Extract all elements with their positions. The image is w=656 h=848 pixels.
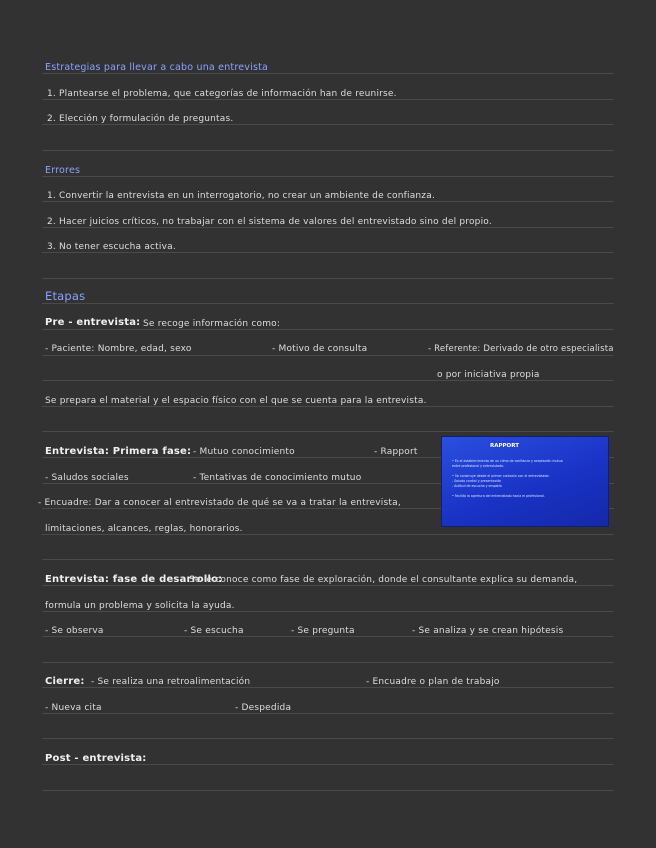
pre-referrer: - Referente: Derivado de otro especialista xyxy=(428,344,614,354)
first-item-attempts: - Tentativas de conocimiento mutuo xyxy=(193,473,362,483)
post-interview-title: Post - entrevista: xyxy=(45,753,147,764)
slide-line: • Facilita la apertura del entrevistado hacia el profesional. xyxy=(452,494,545,498)
strategy-item-2: 2. Elección y formulación de preguntas. xyxy=(47,114,234,124)
ruled-line xyxy=(42,150,614,151)
ruled-line xyxy=(42,329,614,330)
ruled-line xyxy=(42,176,614,177)
ruled-line xyxy=(42,559,614,560)
closing-title: Cierre: xyxy=(45,676,85,687)
closing-new-appointment: - Nueva cita xyxy=(45,703,102,713)
development-ask: - Se pregunta xyxy=(291,626,355,636)
ruled-line xyxy=(42,790,614,791)
errors-heading: Errores xyxy=(45,165,81,176)
pre-interview-intro: Se recoge información como: xyxy=(143,319,281,329)
ruled-line xyxy=(42,431,614,432)
closing-feedback: - Se realiza una retroalimentación xyxy=(91,677,251,687)
closing-framing: - Encuadre o plan de trabajo xyxy=(366,677,500,687)
first-phase-title: Entrevista: Primera fase: xyxy=(45,446,192,457)
closing-farewell: - Despedida xyxy=(235,703,292,713)
development-text: Se le conoce como fase de exploración, donde el consultante explica su demanda, xyxy=(189,575,578,585)
first-framing: - Encuadre: Dar a conocer al entrevistado de qué se va a tratar la entrevista, xyxy=(38,498,401,508)
slide-title: RAPPORT xyxy=(490,443,519,449)
first-framing-cont: limitaciones, alcances, reglas, honorarios. xyxy=(45,524,243,534)
error-item-1: 1. Convertir la entrevista en un interrogatorio, no crear un ambiente de confianza. xyxy=(47,191,436,201)
strategy-item-1: 1. Plantearse el problema, que categorías de información han de reunirse. xyxy=(47,89,397,99)
first-item-greetings: - Saludos sociales xyxy=(45,473,129,483)
slide-line: - Saludo cordial y presentación xyxy=(452,479,502,483)
first-item-mutual: - Mutuo conocimiento xyxy=(193,447,295,457)
ruled-line xyxy=(42,738,614,739)
ruled-line xyxy=(42,278,614,279)
development-observe: - Se observa xyxy=(45,626,104,636)
ruled-line xyxy=(42,713,614,714)
slide-line: entre profesional y entrevistado. xyxy=(452,464,505,468)
slide-line: • Es el establecimiento de un clima de confianza y aceptación mutua xyxy=(452,459,563,463)
ruled-line xyxy=(42,355,614,356)
rapport-slide-image xyxy=(441,436,609,527)
pre-prep: Se prepara el material y el espacio físico con el que se cuenta para la entrevista. xyxy=(45,396,427,406)
error-item-2: 2. Hacer juicios críticos, no trabajar con el sistema de valores del entrevistado sino del propio. xyxy=(47,217,492,227)
pre-referrer-cont: o por iniciativa propia xyxy=(437,370,540,380)
first-item-rapport: - Rapport xyxy=(374,447,418,457)
development-title: Entrevista: fase de desarrollo: xyxy=(45,574,223,585)
development-analyze: - Se analiza y se crean hipótesis xyxy=(412,626,564,636)
development-text-cont: formula un problema y solicita la ayuda. xyxy=(45,601,235,611)
pre-patient: - Paciente: Nombre, edad, sexo xyxy=(45,344,192,354)
stages-heading: Etapas xyxy=(45,289,86,303)
pre-reason: - Motivo de consulta xyxy=(272,344,368,354)
pre-interview-title: Pre - entrevista: xyxy=(45,317,141,328)
ruled-line xyxy=(42,662,614,663)
slide-line: • Se construye desde el primer contacto con el entrevistado: xyxy=(452,474,550,478)
ruled-line xyxy=(42,303,614,304)
slide-line: - Actitud de escucha y empatía xyxy=(452,484,502,488)
development-listen: - Se escucha xyxy=(184,626,244,636)
strategies-heading: Estrategias para llevar a cabo una entrevista xyxy=(45,62,269,73)
error-item-3: 3. No tener escucha activa. xyxy=(47,242,176,252)
